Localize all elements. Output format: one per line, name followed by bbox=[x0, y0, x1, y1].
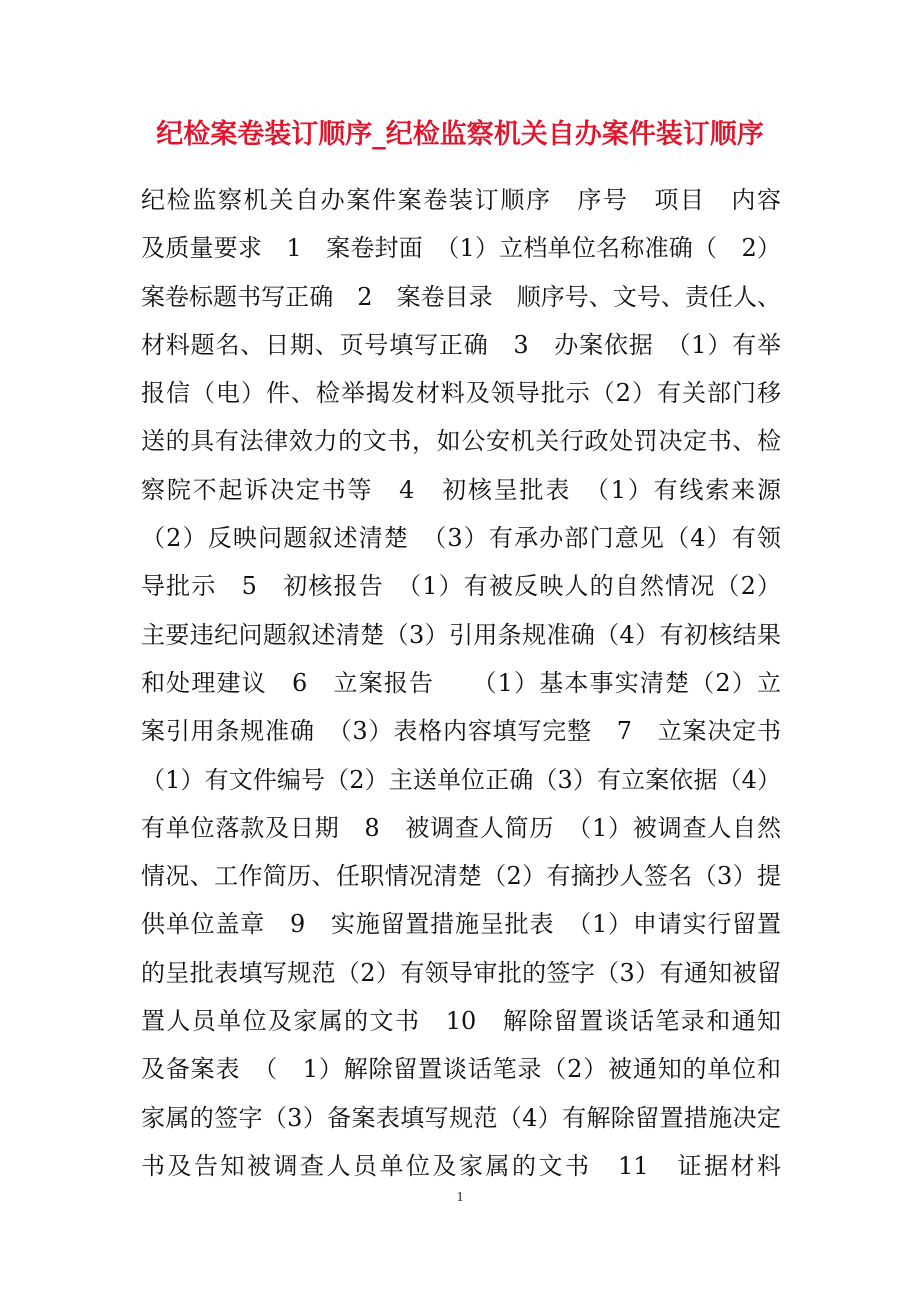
body-line: 材料题名、日期、页号填写正确 3 办案依据 （1）有举 bbox=[141, 330, 781, 359]
page-number: 1 bbox=[456, 1190, 464, 1205]
document-body bbox=[141, 176, 781, 1190]
body-line: 情况、工作简历、任职情况清楚（2）有摘抄人签名（3）提 bbox=[141, 862, 781, 891]
body-line: （2）反映问题叙述清楚 （3）有承办部门意见（4）有领 bbox=[141, 524, 781, 553]
body-line: 送的具有法律效力的文书，如公安机关行政处罚决定书、检 bbox=[141, 427, 781, 456]
body-line: 主要违纪问题叙述清楚（3）引用条规准确（4）有初核结果 bbox=[141, 620, 781, 649]
body-line: 和处理建议 6 立案报告 （1）基本事实清楚（2）立 bbox=[141, 668, 781, 697]
body-line: （1）有文件编号（2）主送单位正确（3）有立案依据（4） bbox=[141, 765, 781, 794]
body-line: 纪检监察机关自办案件案卷装订顺序 序号 项目 内容 bbox=[141, 186, 781, 214]
body-line: 书及告知被调查人员单位及家属的文书 11 证据材料 bbox=[141, 1151, 781, 1180]
body-line: 及质量要求 1 案卷封面 （1）立档单位名称准确（ 2） bbox=[141, 234, 781, 263]
body-line: 的呈批表填写规范（2）有领导审批的签字（3）有通知被留 bbox=[141, 958, 781, 987]
body-line: 有单位落款及日期 8 被调查人简历 （1）被调查人自然 bbox=[141, 813, 781, 842]
body-line: 导批示 5 初核报告 （1）有被反映人的自然情况（2） bbox=[141, 572, 781, 601]
body-line: 供单位盖章 9 实施留置措施呈批表 （1）申请实行留置 bbox=[141, 910, 781, 939]
body-line: 及备案表 （ 1）解除留置谈话笔录（2）被通知的单位和 bbox=[141, 1055, 781, 1084]
body-line: 家属的签字（3）备案表填写规范（4）有解除留置措施决定 bbox=[141, 1103, 781, 1132]
body-line: 案卷标题书写正确 2 案卷目录 顺序号、文号、责任人、 bbox=[141, 282, 781, 311]
body-line: 察院不起诉决定书等 4 初核呈批表 （1）有线索来源 bbox=[141, 475, 781, 504]
body-line: 案引用条规准确 （3）表格内容填写完整 7 立案决定书 bbox=[141, 717, 781, 746]
document-title: 纪检案卷装订顺序_纪检监察机关自办案件装订顺序 bbox=[156, 119, 764, 150]
body-line: 置人员单位及家属的文书 10 解除留置谈话笔录和通知 bbox=[141, 1007, 781, 1036]
body-line: 报信（电）件、检举揭发材料及领导批示（2）有关部门移 bbox=[141, 379, 781, 408]
